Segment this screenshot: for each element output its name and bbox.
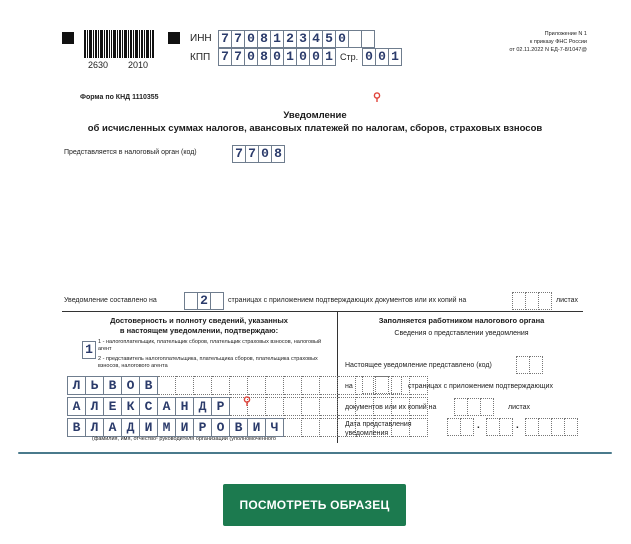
left-heading-line2: в настоящем уведомлении, подтверждаю: [119, 326, 279, 335]
kpp-digit-cell: 7 [232, 48, 245, 66]
date-month-digit-cell [486, 418, 500, 436]
name-letter-cell: Е [104, 397, 122, 416]
surname-letter-cell [248, 376, 266, 395]
location-pin-icon [243, 396, 251, 406]
sheets-digit-cell [539, 292, 552, 310]
sheets-digit-cell [526, 292, 539, 310]
pages-middle: страницах с приложением подтверждающих документов или их копий на [228, 297, 467, 304]
inn-digit-cell: 7 [232, 30, 245, 48]
surname-letter-cell [266, 376, 284, 395]
kpp-digit-cell: 0 [310, 48, 323, 66]
inn-digit-cell: 1 [271, 30, 284, 48]
date-month-digit-cell [500, 418, 513, 436]
name-letter-cell [302, 397, 320, 416]
right-line1: Настоящее уведомление представлено (код) [345, 362, 492, 369]
signer-option1: 1 - налогоплательщик, плательщик сборов, плательщик страховых взносов, налоговый агент [98, 339, 322, 352]
patronymic-letter-cell: А [104, 418, 122, 437]
barcode-image [84, 30, 156, 64]
surname-letter-cell: Ь [86, 376, 104, 395]
kpp-digit-cell: 0 [297, 48, 310, 66]
right-code-cells [516, 356, 543, 374]
kpp-digit-cell: 0 [271, 48, 284, 66]
form-title: Уведомление [283, 110, 347, 121]
name-letter-cell [284, 397, 302, 416]
section-top-divider [62, 311, 583, 312]
date-separator: . [477, 420, 480, 431]
tax-authority-digit-cell: 7 [232, 145, 246, 163]
surname-letter-cell [194, 376, 212, 395]
right-pages-digit-cell [376, 376, 389, 394]
view-sample-button[interactable]: ПОСМОТРЕТЬ ОБРАЗЕЦ [223, 484, 406, 526]
name-letter-cell: Н [176, 397, 194, 416]
signer-code-cell [82, 341, 96, 359]
signer-option2: 2 - представитель налогоплательщика, плательщика сборов, плательщика страховых взносов, налогового агента [98, 356, 318, 369]
name-letter-cell: Р [212, 397, 230, 416]
patronymic-letter-cell: М [158, 418, 176, 437]
form-subtitle: об исчисленных суммах налогов, авансовых платежей по налогам, сборов, страховых взносов [87, 123, 543, 134]
name-letter-cell [266, 397, 284, 416]
pages-digit-cell [211, 292, 224, 310]
patronymic-letter-cell: В [230, 418, 248, 437]
inn-digit-cell [349, 30, 362, 48]
surname-letter-cell [158, 376, 176, 395]
appendix-note-line2: к приказу ФНС России [529, 39, 587, 45]
surname-letter-cell: О [122, 376, 140, 395]
name-letter-cell: К [122, 397, 140, 416]
patronymic-letter-cell: Д [122, 418, 140, 437]
right-line3-suffix: листах [508, 404, 531, 411]
inn-cells [218, 30, 375, 48]
kpp-digit-cell: 7 [218, 48, 232, 66]
date-year-cells [525, 418, 578, 436]
kpp-digit-cell: 1 [284, 48, 297, 66]
inn-digit-cell: 2 [284, 30, 297, 48]
right-sheets-digit-cell [454, 398, 468, 416]
page-digit-cell: 0 [362, 48, 376, 66]
patronymic-letter-cell: И [140, 418, 158, 437]
name-letter-cell: Д [194, 397, 212, 416]
right-sheets-cells [454, 398, 494, 416]
name-letter-cell: А [158, 397, 176, 416]
tax-authority-label: Представляется в налоговый орган (код) [64, 149, 197, 156]
signer-code-value: 1 [82, 341, 96, 359]
surname-letter-cell [320, 376, 338, 395]
right-code-digit-cell [530, 356, 543, 374]
pages-cells [184, 292, 224, 310]
patronymic-letter-cell: О [212, 418, 230, 437]
right-code-digit-cell [516, 356, 530, 374]
right-pages-digit-cell [362, 376, 376, 394]
right-subheading: Сведения о представлении уведомления [394, 330, 529, 337]
right-line2-prefix: на [345, 383, 353, 390]
patronymic-letter-cell: Ч [266, 418, 284, 437]
corner-marker-right [168, 32, 180, 44]
right-date-label-line2: уведомления [345, 430, 389, 437]
surname-letter-cell [302, 376, 320, 395]
patronymic-letter-cell [410, 418, 428, 437]
patronymic-letter-cell: Р [194, 418, 212, 437]
inn-digit-cell: 4 [310, 30, 323, 48]
patronymic-letter-cell: В [67, 418, 86, 437]
barcode-number-right: 2010 [128, 60, 149, 70]
inn-digit-cell: 5 [323, 30, 336, 48]
appendix-note-line3: от 02.11.2022 N ЕД-7-8/1047@ [509, 47, 587, 53]
right-line3-prefix: документов или их копий на [345, 404, 437, 411]
right-sheets-digit-cell [468, 398, 481, 416]
kpp-digit-cell: 0 [245, 48, 258, 66]
inn-digit-cell: 0 [336, 30, 349, 48]
surname-letter-cell: В [104, 376, 122, 395]
page-digit-cell: 0 [376, 48, 389, 66]
page-cells [362, 48, 402, 66]
name-letter-cell: Л [86, 397, 104, 416]
right-pages-digit-cell [389, 376, 402, 394]
inn-digit-cell [362, 30, 375, 48]
date-year-digit-cell [565, 418, 578, 436]
fio-caption: (фамилия, имя, отчество¹ руководителя организации (уполномоченного [92, 436, 276, 442]
date-day-cells [447, 418, 474, 436]
sheets-cells [512, 292, 552, 310]
date-day-digit-cell [447, 418, 461, 436]
surname-letter-cell: В [140, 376, 158, 395]
kpp-cells [218, 48, 336, 66]
knd-label: Форма по КНД 1110355 [80, 94, 159, 101]
sheets-digit-cell [512, 292, 526, 310]
kpp-digit-cell: 1 [323, 48, 336, 66]
tax-authority-digit-cell: 7 [246, 145, 259, 163]
date-month-cells [486, 418, 513, 436]
right-date-label-line1: Дата представления [345, 421, 412, 428]
patronymic-letter-cell: И [176, 418, 194, 437]
inn-digit-cell: 8 [258, 30, 271, 48]
kpp-label: КПП [190, 52, 211, 63]
patronymic-letter-cell [302, 418, 320, 437]
right-line2-suffix: страницах с приложением подтверждающих [408, 383, 553, 390]
inn-digit-cell: 0 [245, 30, 258, 48]
name-letter-cell [320, 397, 338, 416]
pages-prefix: Уведомление составлено на [64, 297, 157, 304]
date-year-digit-cell [525, 418, 539, 436]
date-year-digit-cell [539, 418, 552, 436]
document-bottom-edge [18, 452, 612, 454]
barcode-number-left: 2630 [88, 60, 109, 70]
date-year-digit-cell [552, 418, 565, 436]
tax-authority-cells [232, 145, 285, 163]
patronymic-letter-cell [284, 418, 302, 437]
right-heading: Заполняется работником налогового органа [378, 316, 545, 325]
pages-digit-cell: 2 [198, 292, 211, 310]
tax-authority-digit-cell: 8 [272, 145, 285, 163]
corner-marker-left [62, 32, 74, 44]
patronymic-letter-cell: И [248, 418, 266, 437]
page-digit-cell: 1 [389, 48, 402, 66]
tax-authority-digit-cell: 0 [259, 145, 272, 163]
right-sheets-digit-cell [481, 398, 494, 416]
right-pages-cells [362, 376, 402, 394]
name-letter-cell: А [67, 397, 86, 416]
pages-digit-cell [184, 292, 198, 310]
appendix-note-line1: Приложение N 1 [544, 31, 587, 37]
page-label: Стр. [340, 52, 359, 62]
patronymic-letter-cell [320, 418, 338, 437]
patronymic-letter-cell: Л [86, 418, 104, 437]
location-pin-icon [373, 92, 381, 102]
inn-label: ИНН [190, 33, 212, 44]
inn-digit-cell: 7 [218, 30, 232, 48]
name-letter-cell: С [140, 397, 158, 416]
surname-letter-cell [284, 376, 302, 395]
date-separator: . [516, 420, 519, 431]
surname-letter-cell: Л [67, 376, 86, 395]
surname-letter-cell [212, 376, 230, 395]
kpp-digit-cell: 8 [258, 48, 271, 66]
surname-letter-cell [230, 376, 248, 395]
left-heading-line1: Достоверность и полноту сведений, указанных [110, 316, 288, 325]
inn-digit-cell: 3 [297, 30, 310, 48]
surname-letter-cell [176, 376, 194, 395]
pages-suffix: листах [556, 297, 579, 304]
date-day-digit-cell [461, 418, 474, 436]
